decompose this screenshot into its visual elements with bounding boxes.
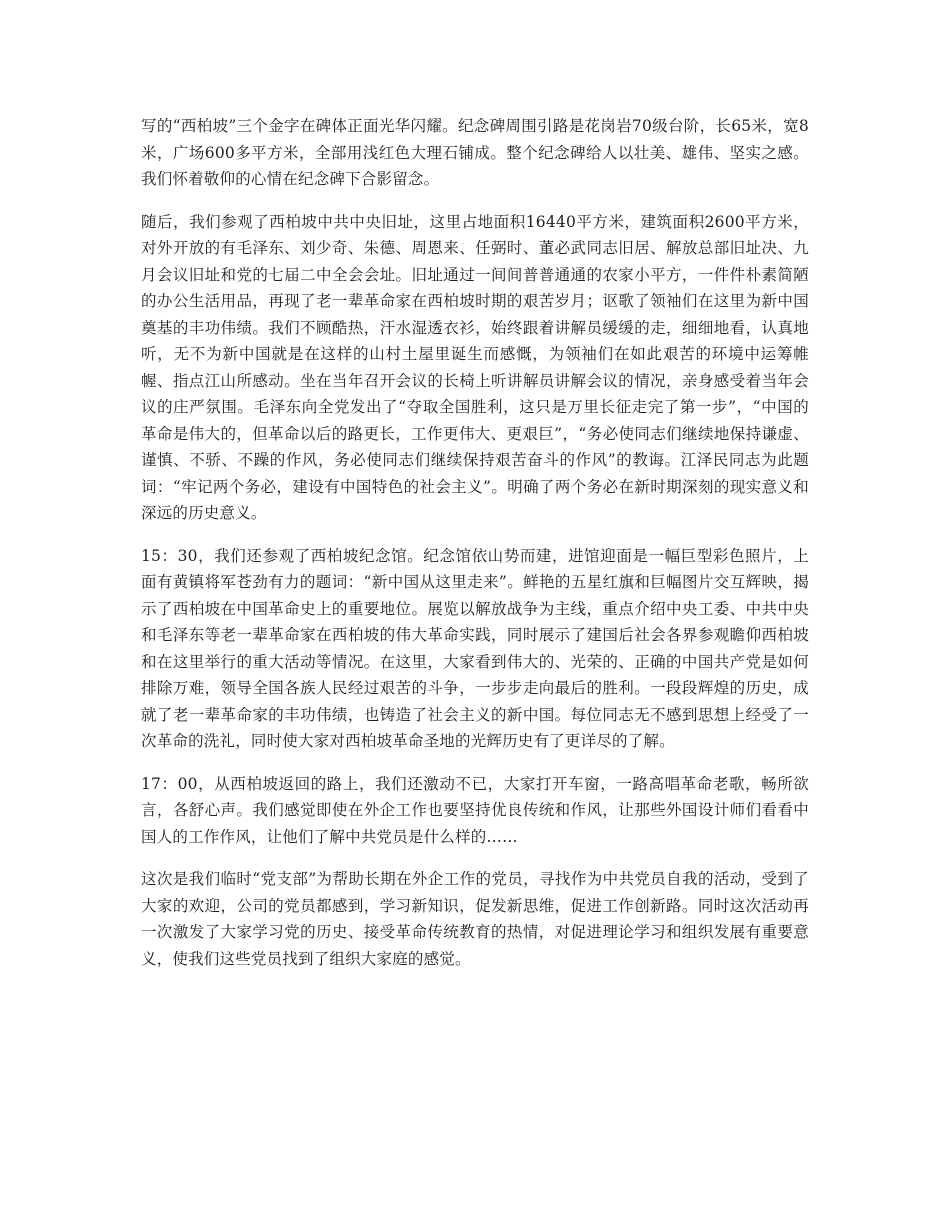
- document-body: [141, 113, 809, 988]
- paragraph-central-committee-site: 随后，我们参观了西柏坡中共中央旧址，这里占地面积16440平方米，建筑面积2600平方米，对外开放的有毛泽东、刘少奇、朱德、周恩来、任弼时、董必武同志旧居、解放总部旧址决、九月会议旧址和党的七届二中全会会址。旧址通过一间间普普通通的农家小平方，一件件朴素简陋的办公生活用品，再现了老一辈革命家在西柏坡时期的艰苦岁月；讴歌了领袖们在这里为新中国奠基的丰功伟绩。我们不顾酷热，汗水湿透衣衫，始终跟着讲解员缓缓的走，细细地看，认真地听，无不为新中国就是在这样的山村土屋里诞生而感慨，为领袖们在如此艰苦的环境中运筹帷幄、指点江山所感动。坐在当年召开会议的长椅上听讲解员讲解会议的情况，亲身感受着当年会议的庄严氛围。毛泽东向全党发出了“夺取全国胜利，这只是万里长征走完了第一步”，“中国的革命是伟大的，但革命以后的路更长，工作更伟大、更艰巨”，“务必使同志们继续地保持谦虚、谨慎、不骄、不躁的作风，务必使同志们继续保持艰苦奋斗的作风”的教诲。江泽民同志为此题词：“牢记两个务必，建设有中国特色的社会主义”。明确了两个务必在新时期深刻的现实意义和深远的历史意义。: [141, 212, 809, 522]
- paragraph-memorial-hall: 15：30，我们还参观了西柏坡纪念馆。纪念馆依山势而建，进馆迎面是一幅巨型彩色照片，上面有黄镇将军苍劲有力的题词：“新中国从这里走来”。鲜艳的五星红旗和巨幅图片交互辉映，揭示了西柏坡在中国革命史上的重要地位。展览以解放战争为主线，重点介绍中央工委、中共中央和毛泽东等老一辈革命家在西柏坡的伟大革命实践，同时展示了建国后社会各界参观瞻仰西柏坡和在这里举行的重大活动等情况。在这里，大家看到伟大的、光荣的、正确的中国共产党是如何排除万难，领导全国各族人民经过艰苦的斗争，一步步走向最后的胜利。一段段辉煌的历史，成就了老一辈革命家的丰功伟绩，也铸造了社会主义的新中国。每位同志无不感到思想上经受了一次革命的洗礼，同时使大家对西柏坡革命圣地的光辉历史有了更详尽的了解。: [141, 546, 809, 750]
- paragraph-memorial-monument: 写的“西柏坡”三个金字在碑体正面光华闪耀。纪念碑周围引路是花岗岩70级台阶，长65米，宽8米，广场600多平方米，全部用浅红色大理石铺成。整个纪念碑给人以壮美、雄伟、坚实之感。我们怀着敬仰的心情在纪念碑下合影留念。: [141, 117, 809, 188]
- paragraph-return-trip: 17：00，从西柏坡返回的路上，我们还激动不已，大家打开车窗，一路高唱革命老歌，畅所欲言，各舒心声。我们感觉即使在外企工作也要坚持优良传统和作风，让那些外国设计师们看看中国人的工作作风，让他们了解中共党员是什么样的……: [141, 774, 809, 846]
- paragraph-conclusion: 这次是我们临时“党支部”为帮助长期在外企工作的党员，寻找作为中共党员自我的活动，受到了大家的欢迎，公司的党员都感到，学习新知识，促发新思维，促进工作创新路。同时这次活动再一次激发了大家学习党的历史、接受革命传统教育的热情，对促进理论学习和组织发展有重要意义，使我们这些党员找到了组织大家庭的感觉。: [141, 870, 809, 968]
